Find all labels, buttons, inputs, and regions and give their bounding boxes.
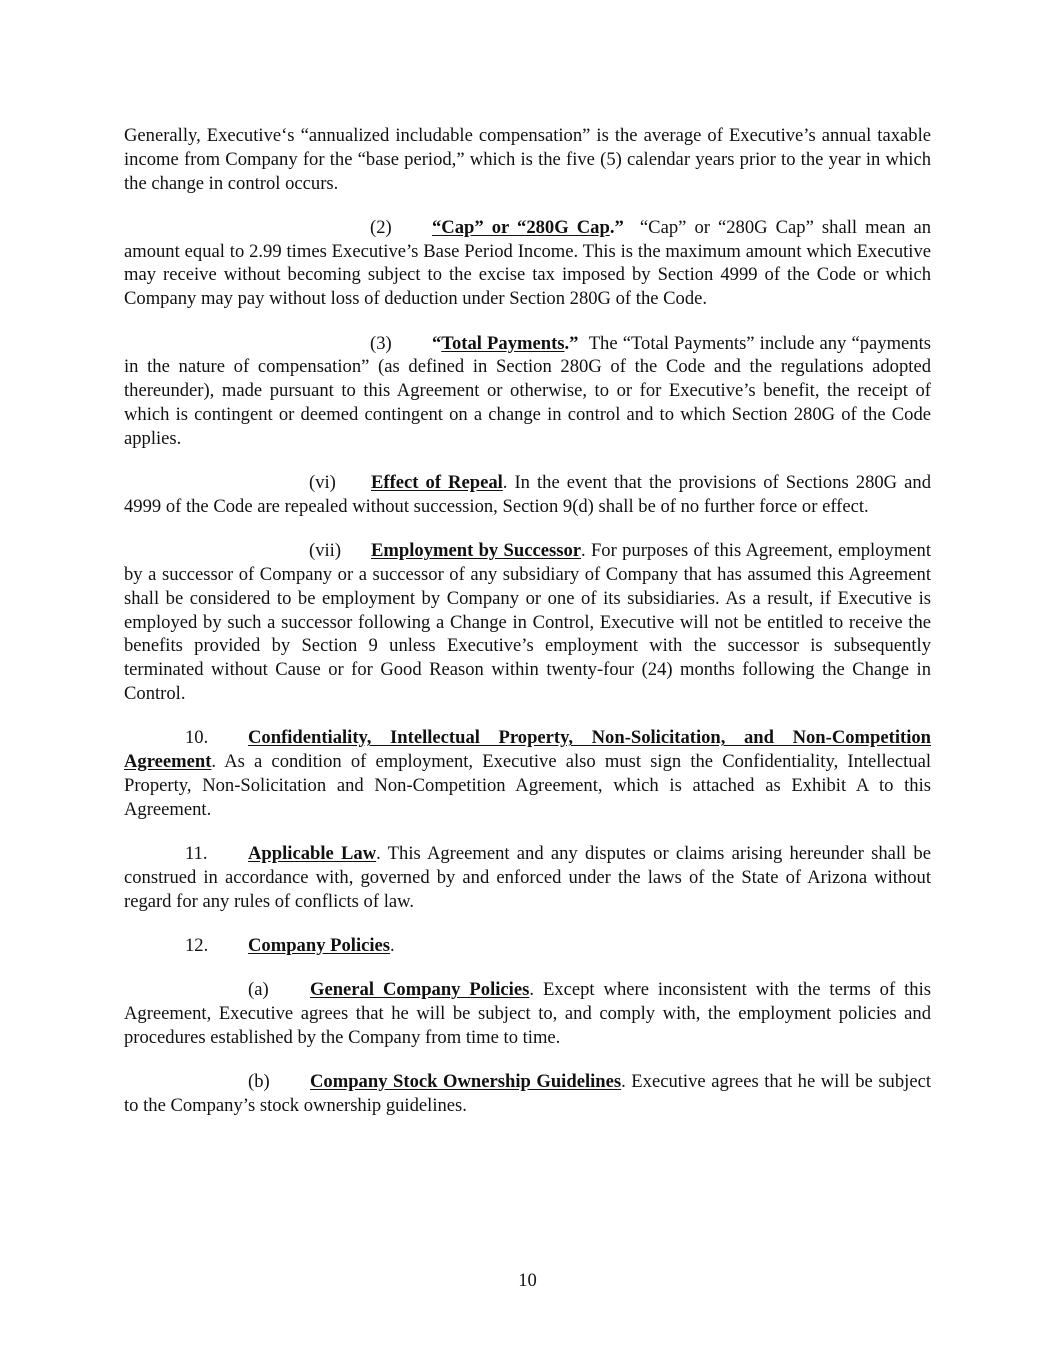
section-body: . xyxy=(390,934,395,956)
paragraph-cap xyxy=(124,216,931,311)
clause-number: (a) xyxy=(248,979,269,1001)
section-heading: Applicable Law xyxy=(248,842,377,864)
clause-body: The “Total Payments” include any “payments in the nature of compensation” (as defined in Section 280G of the Code and the regulations adopted thereunder), made pursuant to this Agreement or otherwise, to or for Executive’s benefit, the receipt of which is contingent or deemed contingent on a change in control and to which Section 280G of the Code applies. xyxy=(124,332,931,449)
clause-heading: Effect of Repeal xyxy=(371,472,503,494)
clause-number: (b) xyxy=(248,1071,270,1092)
paragraph-employment-by-successor xyxy=(124,539,931,706)
clause-heading-prefix: “ xyxy=(432,332,442,354)
section-number: 12. xyxy=(185,934,209,956)
section-12b xyxy=(124,1070,931,1118)
clause-heading-suffix: .” xyxy=(609,216,624,238)
section-12 xyxy=(124,934,931,958)
clause-heading: “Cap” or “280G Cap xyxy=(432,216,610,238)
section-12a xyxy=(124,978,931,1049)
paragraph-annualized-compensation xyxy=(124,124,931,195)
clause-number: (vii) xyxy=(309,540,342,562)
clause-body: . Executive agrees that he will be subject to the Company’s stock ownership guidelines. xyxy=(124,1071,931,1116)
clause-number: (vi) xyxy=(309,472,336,494)
section-heading: Confidentiality, Intellectual Property, Non-Solicitation, and Non-Competition Agreement xyxy=(124,727,931,773)
section-10 xyxy=(124,726,931,821)
clause-body: . In the event that the provisions of Sections 280G and 4999 of the Code are repealed without succession, Section 9(d) shall be of no further force or effect. xyxy=(124,472,931,517)
clause-heading-wrapper xyxy=(432,217,624,238)
clause-number: (3) xyxy=(370,332,392,354)
page-number: 10 xyxy=(518,1270,537,1291)
section-heading: Company Policies xyxy=(248,934,391,956)
paragraph-effect-of-repeal xyxy=(124,471,931,519)
section-number: 10. xyxy=(185,727,209,749)
section-body: . As a condition of employment, Executive also must sign the Confidentiality, Intellectual Property, Non-Solicitation and Non-Competition Agreement, which is attached as Exhibit A to this Agreement. xyxy=(124,751,931,820)
clause-heading-suffix: .” xyxy=(564,332,579,354)
paragraph-total-payments xyxy=(124,332,931,451)
clause-heading: Employment by Successor xyxy=(371,540,581,562)
clause-heading-wrapper xyxy=(432,333,578,354)
section-body: . This Agreement and any disputes or claims arising hereunder shall be construed in accordance with, governed by and enforced under the laws of the State of Arizona without regard for any rules of conflicts of law. xyxy=(124,842,931,912)
clause-number: (2) xyxy=(370,216,392,238)
paragraph-text: Generally, Executive‘s “annualized includable compensation” is the average of Executive’s annual taxable income from Company for the “base period,” which is the five (5) calendar years prior to the year in which the change in control occurs. xyxy=(124,125,931,194)
clause-body: . Except where inconsistent with the terms of this Agreement, Executive agrees that he will be subject to, and comply with, the employment policies and procedures established by the Company from time to time. xyxy=(124,979,931,1048)
clause-heading: General Company Policies xyxy=(310,979,530,1001)
document-page xyxy=(124,124,931,1138)
clause-body: “Cap” or “280G Cap” shall mean an amount equal to 2.99 times Executive’s Base Period Income. This is the maximum amount which Executive may receive without becoming subject to the excise tax imposed by Section 4999 of the Code or which Company may pay without loss of deduction under Section 280G of the Code. xyxy=(124,216,932,310)
section-11 xyxy=(124,842,931,913)
section-number: 11. xyxy=(185,842,208,864)
clause-heading: Company Stock Ownership Guidelines xyxy=(310,1071,622,1092)
clause-heading: Total Payments xyxy=(441,332,565,354)
clause-body: . For purposes of this Agreement, employment by a successor of Company or a successor of any subsidiary of Company that has assumed this Agreement shall be considered to be employment by Company or one of its subsidiaries. As a result, if Executive is employed by such a successor following a Change in Control, Executive will not be entitled to receive the benefits provided by Section 9 unless Executive’s employment with the successor is subsequently terminated without Cause or for Good Reason within twenty-four (24) months following the Change in Control. xyxy=(124,540,931,704)
